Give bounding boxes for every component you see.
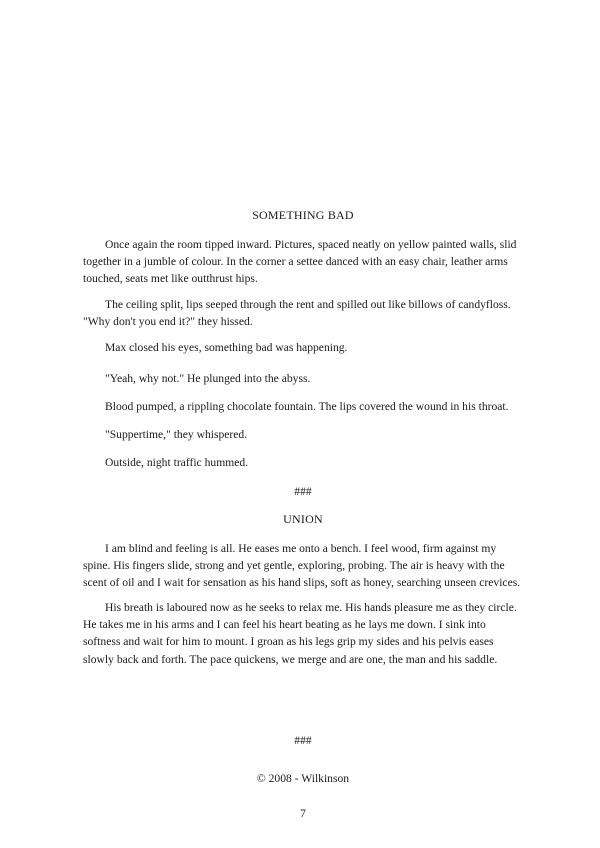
story-title-something-bad: SOMETHING BAD — [252, 208, 354, 222]
story2-paragraph-1: I am blind and feeling is all. He eases me onto a bench. I feel wood, firm against my spine. His fingers slide, strong and yet gentle, exploring, probing. The air is heavy with the scent of oil and I wait for sensation as his hand slips, soft as honey, searching unseen crevices. — [83, 542, 521, 590]
story1-paragraph-1: Once again the room tipped inward. Pictures, spaced neatly on yellow painted walls, slid together in a jumble of colour. In the corner a settee danced with an easy chair, leather arms touched, seats met like outthrust hips. — [83, 238, 517, 286]
story1-paragraph-6: "Suppertime," they whispered. — [105, 428, 248, 441]
story1-paragraph-7: Outside, night traffic hummed. — [105, 456, 249, 469]
story2-paragraph-2: His breath is laboured now as he seeks to relax me. His hands pleasure me as they circle. He takes me in his arms and I can feel his heart beating as he lays me down. I sink into softness and wait for him to mount. I groan as his legs grip my sides and his pelvis eases slowly back and forth. The pace quickens, we merge and are one, the man and his saddle. — [83, 601, 517, 666]
story1-paragraph-3: Max closed his eyes, something bad was happening. — [105, 341, 348, 354]
section-separator: ### — [294, 485, 312, 498]
story1-paragraph-2: The ceiling split, lips seeped through the rent and spilled out like billows of candyfloss. "Why don't you end it?" they hissed. — [83, 298, 511, 329]
copyright-notice: © 2008 - Wilkinson — [256, 772, 350, 785]
story-title-union: UNION — [283, 512, 323, 526]
story1-paragraph-4: "Yeah, why not." He plunged into the abyss. — [105, 372, 311, 385]
page-number: 7 — [300, 807, 306, 820]
end-separator: ### — [294, 734, 312, 747]
story1-paragraph-5: Blood pumped, a rippling chocolate fountain. The lips covered the wound in his throat. — [105, 400, 509, 413]
